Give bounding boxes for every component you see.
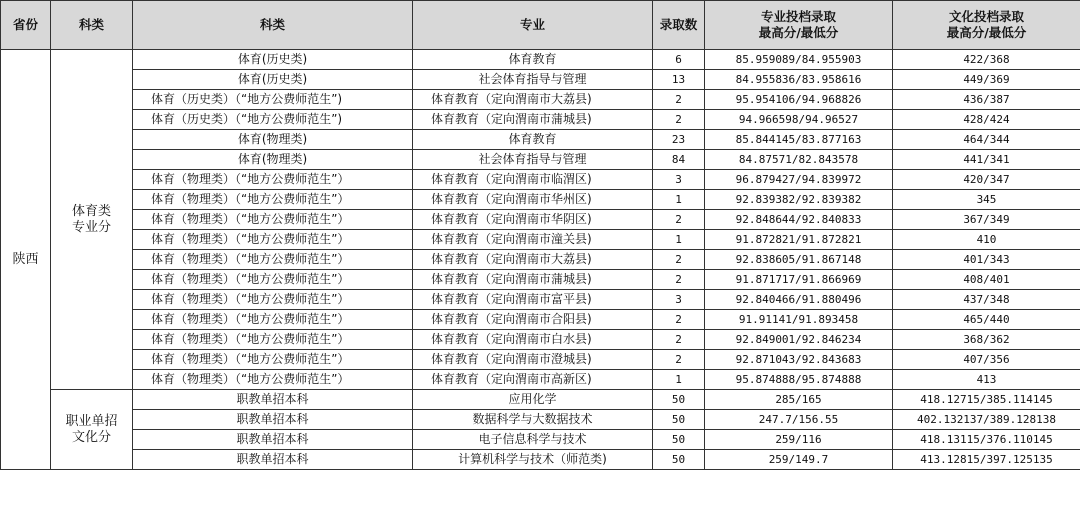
culture-score-cell: 418.13115/376.110145 [893,430,1080,450]
major-score-cell: 91.871717/91.866969 [705,270,893,290]
count-cell: 50 [653,410,705,430]
category-cell: 体育（历史类）（“地方公费师范生”) [133,110,413,130]
table-row [1,230,1080,250]
major-cell: 计算机科学与技术（师范类) [413,450,653,470]
count-cell: 2 [653,110,705,130]
major-score-cell: 259/149.7 [705,450,893,470]
header-culture-score-line2: 最高分/最低分 [946,25,1027,40]
major-cell: 体育教育（定向渭南市蒲城县) [413,270,653,290]
group-label-line1: 职业单招 [65,413,118,429]
major-cell: 体育教育 [413,50,653,70]
category-cell: 体育（物理类）（“地方公费师范生”） [133,350,413,370]
table-row [1,410,1080,430]
count-cell: 2 [653,330,705,350]
major-cell: 体育教育（定向渭南市高新区) [413,370,653,390]
major-cell: 体育教育（定向渭南市蒲城县) [413,110,653,130]
header-culture-score-line1: 文化投档录取 [948,9,1024,24]
count-cell: 3 [653,290,705,310]
major-score-cell: 95.954106/94.968826 [705,90,893,110]
group-cell [51,390,133,470]
major-score-cell: 285/165 [705,390,893,410]
table-row [1,270,1080,290]
major-score-cell: 92.848644/92.840833 [705,210,893,230]
major-cell: 体育教育（定向渭南市大荔县) [413,90,653,110]
group-label-line2: 专业分 [71,219,111,235]
major-score-cell: 247.7/156.55 [705,410,893,430]
header-province: 省份 [1,1,51,50]
category-cell: 体育（物理类）（“地方公费师范生”） [133,370,413,390]
category-cell: 职教单招本科 [133,450,413,470]
count-cell: 50 [653,450,705,470]
table-row [1,290,1080,310]
major-cell: 体育教育（定向渭南市白水县) [413,330,653,350]
table-row [1,450,1080,470]
category-cell: 体育（物理类）（“地方公费师范生”） [133,330,413,350]
major-cell: 体育教育 [413,130,653,150]
culture-score-cell: 418.12715/385.114145 [893,390,1080,410]
category-cell: 体育(物理类) [133,150,413,170]
major-score-cell: 95.874888/95.874888 [705,370,893,390]
major-score-cell: 92.849001/92.846234 [705,330,893,350]
culture-score-cell: 441/341 [893,150,1080,170]
major-cell: 体育教育（定向渭南市合阳县) [413,310,653,330]
culture-score-cell: 428/424 [893,110,1080,130]
table-row [1,110,1080,130]
header-major-score [705,1,893,50]
category-cell: 体育(历史类) [133,50,413,70]
major-cell: 电子信息科学与技术 [413,430,653,450]
header-category: 科类 [133,1,413,50]
category-cell: 职教单招本科 [133,390,413,410]
count-cell: 1 [653,190,705,210]
category-cell: 体育(历史类) [133,70,413,90]
count-cell: 2 [653,310,705,330]
table-row [1,70,1080,90]
category-cell: 体育（物理类）（“地方公费师范生”） [133,310,413,330]
major-score-cell: 85.844145/83.877163 [705,130,893,150]
category-cell: 体育（物理类）（“地方公费师范生”） [133,190,413,210]
major-cell: 社会体育指导与管理 [413,70,653,90]
count-cell: 3 [653,170,705,190]
culture-score-cell: 367/349 [893,210,1080,230]
culture-score-cell: 345 [893,190,1080,210]
group-cell [51,50,133,390]
major-score-cell: 94.966598/94.96527 [705,110,893,130]
major-cell: 体育教育（定向渭南市潼关县) [413,230,653,250]
major-cell: 社会体育指导与管理 [413,150,653,170]
culture-score-cell: 437/348 [893,290,1080,310]
table-row [1,50,1080,70]
culture-score-cell: 420/347 [893,170,1080,190]
header-culture-score [893,1,1080,50]
category-cell: 职教单招本科 [133,410,413,430]
major-cell: 数据科学与大数据技术 [413,410,653,430]
major-cell: 体育教育（定向渭南市临渭区) [413,170,653,190]
table-row [1,90,1080,110]
major-score-cell: 91.872821/91.872821 [705,230,893,250]
header-major: 专业 [413,1,653,50]
major-score-cell: 96.879427/94.839972 [705,170,893,190]
major-score-cell: 92.840466/91.880496 [705,290,893,310]
major-cell: 体育教育（定向渭南市大荔县) [413,250,653,270]
major-cell: 体育教育（定向渭南市富平县) [413,290,653,310]
table-row [1,350,1080,370]
major-cell: 应用化学 [413,390,653,410]
culture-score-cell: 408/401 [893,270,1080,290]
category-cell: 体育(物理类) [133,130,413,150]
major-cell: 体育教育（定向渭南市华阴区) [413,210,653,230]
major-cell: 体育教育（定向渭南市华州区) [413,190,653,210]
major-score-cell: 85.959089/84.955903 [705,50,893,70]
category-cell: 体育（物理类）（“地方公费师范生”） [133,170,413,190]
table-body [1,50,1080,470]
table-row [1,150,1080,170]
culture-score-cell: 368/362 [893,330,1080,350]
table-row [1,330,1080,350]
header-category-group: 科类 [51,1,133,50]
header-count: 录取数 [653,1,705,50]
major-score-cell: 92.839382/92.839382 [705,190,893,210]
province-cell: 陕西 [1,50,51,470]
category-cell: 体育（物理类）（“地方公费师范生”） [133,230,413,250]
count-cell: 84 [653,150,705,170]
count-cell: 50 [653,390,705,410]
culture-score-cell: 407/356 [893,350,1080,370]
culture-score-cell: 401/343 [893,250,1080,270]
major-score-cell: 84.87571/82.843578 [705,150,893,170]
count-cell: 2 [653,270,705,290]
table-row [1,430,1080,450]
category-cell: 职教单招本科 [133,430,413,450]
table-row [1,250,1080,270]
major-score-cell: 92.871043/92.843683 [705,350,893,370]
count-cell: 1 [653,370,705,390]
group-label-line1: 体育类 [71,203,111,219]
header-row [1,1,1080,50]
count-cell: 2 [653,90,705,110]
category-cell: 体育（物理类）（“地方公费师范生”） [133,290,413,310]
culture-score-cell: 465/440 [893,310,1080,330]
category-cell: 体育（历史类）（“地方公费师范生”) [133,90,413,110]
count-cell: 1 [653,230,705,250]
table-row [1,130,1080,150]
culture-score-cell: 436/387 [893,90,1080,110]
culture-score-cell: 410 [893,230,1080,250]
count-cell: 2 [653,250,705,270]
category-cell: 体育（物理类）（“地方公费师范生”） [133,270,413,290]
major-cell: 体育教育（定向渭南市澄城县) [413,350,653,370]
table-row [1,210,1080,230]
major-score-cell: 91.91141/91.893458 [705,310,893,330]
group-label-line2: 文化分 [71,429,111,445]
major-score-cell: 92.838605/91.867148 [705,250,893,270]
culture-score-cell: 422/368 [893,50,1080,70]
major-score-cell: 84.955836/83.958616 [705,70,893,90]
count-cell: 2 [653,350,705,370]
culture-score-cell: 413.12815/397.125135 [893,450,1080,470]
table-row [1,370,1080,390]
culture-score-cell: 402.132137/389.128138 [893,410,1080,430]
culture-score-cell: 449/369 [893,70,1080,90]
table-row [1,190,1080,210]
table-row [1,170,1080,190]
count-cell: 23 [653,130,705,150]
count-cell: 50 [653,430,705,450]
category-cell: 体育（物理类）（“地方公费师范生”） [133,250,413,270]
table-row [1,390,1080,410]
count-cell: 2 [653,210,705,230]
header-major-score-line2: 最高分/最低分 [758,25,839,40]
count-cell: 6 [653,50,705,70]
header-major-score-line1: 专业投档录取 [760,9,836,24]
major-score-cell: 259/116 [705,430,893,450]
culture-score-cell: 464/344 [893,130,1080,150]
category-cell: 体育（物理类）（“地方公费师范生”） [133,210,413,230]
count-cell: 13 [653,70,705,90]
culture-score-cell: 413 [893,370,1080,390]
table-row [1,310,1080,330]
